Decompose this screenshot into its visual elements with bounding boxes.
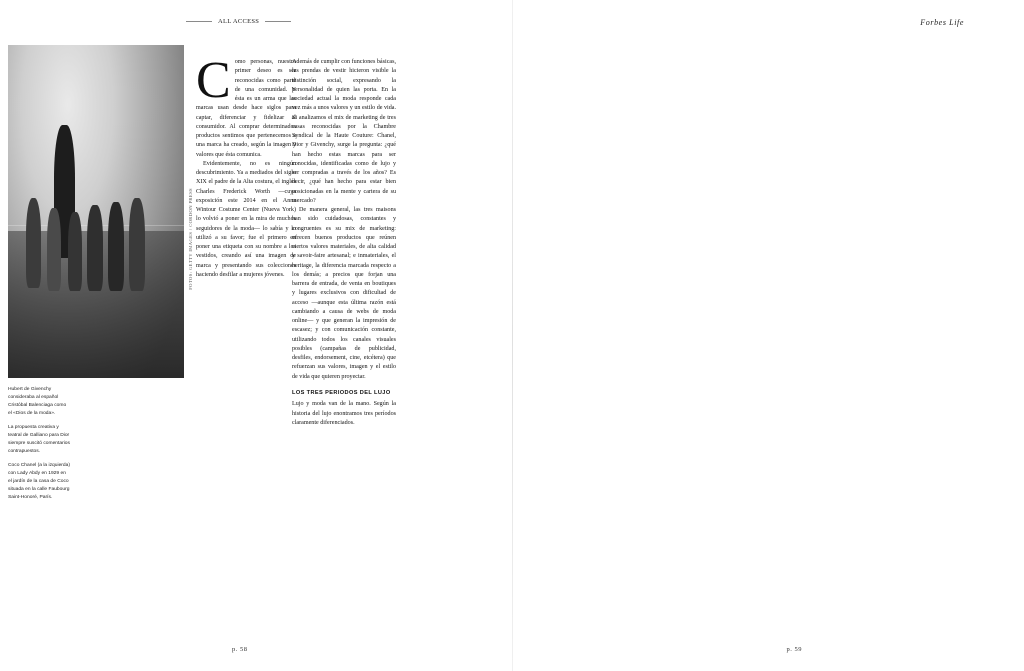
folio-left: p. 58 <box>232 646 248 653</box>
paragraph-l1-text: omo personas, nuestro primer deseo es ser reconocidas como parte de una comunidad. Y ésta es un arma que las marcas usan desde hace siglos para captar, diferenciar y fidelizar al consumidor. Al comprar determinados productos sentimos que pertenecemos a una marca ha creado, según la imagen y valores que ésta comunica. <box>196 59 296 158</box>
figure-model-3 <box>68 212 82 292</box>
photo-credit-left: FOTOS: GETTY IMAGES / CORDON PRESS <box>188 188 193 290</box>
running-head-right-label: Forbes Life <box>920 18 964 27</box>
paragraph-l1 <box>196 52 296 160</box>
caption-chanel: Coco Chanel (a la izquierda) con Lady Abdy en 1929 en el jardín de la casa de Coco situada en la calle Faubourg Saint-Honoré, París. <box>8 463 70 500</box>
running-head-right <box>920 18 964 27</box>
left-column-two <box>292 58 396 428</box>
running-head-left <box>186 18 291 25</box>
figure-model-6 <box>129 198 145 291</box>
page-gutter <box>512 0 513 671</box>
rule-left <box>186 21 212 22</box>
paragraph-l3: Además de cumplir con funciones básicas, las prendas de vestir hicieron visible la distinción social, expresando la personalidad de quien las porta. En la sociedad actual la moda responde cada vez más a unos valores y un estilo de vida. Si analizamos el mix de marketing de tres casas reconocidas por la Chambre Syndical de la Haute Couture: Chanel, Dior y Givenchy, surge la pregunta: ¿qué han hecho estas marcas para ser conocidas, identificadas como de lujo y ser compradas a través de los años? Es decir, ¿qué han hecho para estar bien posicionadas en la mente y cartera de su mercado? <box>292 59 396 204</box>
figure-model-4 <box>87 205 103 292</box>
figure-model-2 <box>47 208 61 291</box>
caption-givenchy: Hubert de Givenchy consideraba al español Cristóbal Balenciaga como el «Dios de la moda». <box>8 387 67 416</box>
right-page <box>512 0 1024 671</box>
left-column-one <box>196 52 296 280</box>
figure-model-5 <box>108 202 124 292</box>
paragraph-l4: De manera general, las tres maisons han sido cuidadosas, constantes y congruentes es su mix de marketing: ofrecen buenos productos que reúnen ciertos valores materiales, de alta calidad y savoir-faire artesanal; e inmateriales, el heritage, la diferencia marcada respecto a los demás; a precios que forjan una barrera de entrada, de venta en boutiques y lugares exclusivos con dificultad de acceso —aunque esta última razón está cambiando a causa de webs de moda online— y que generan la impresión de escasez; y con comunicación constante, utilizando todos los canales visuales posibles (campañas de publicidad, desfiles, endorsement, cine, etcétera) que refuerzan sus valores, imagen y el estilo de vida que quieren proyectar. <box>292 207 396 380</box>
folio-right: p. 59 <box>786 646 802 653</box>
running-head-left-label: ALL ACCESS <box>218 18 260 25</box>
subhead-los-tres-periodos: LOS TRES PERIODOS DEL LUJO <box>292 389 391 396</box>
drop-cap: C <box>196 52 231 109</box>
paragraph-l5: Lujo y moda van de la mano. Según la historia del lujo enontramos tres períodos claramente diferenciados. <box>292 401 396 426</box>
figure-model-1 <box>26 198 42 288</box>
paragraph-l2: Evidentemente, no es ningún descubrimiento. Ya a mediados del siglo XIX el padre de la Alta costura, el inglés Charles Frederick Worth —cuya exposición este 2014 en el Anna Wintour Costume Center (Nueva York) lo volvió a poner en la mira de muchos seguidores de la moda— lo sabía y lo utilizó a su favor; fue el primero en poner una etiqueta con su nombre a los vestidos, creando así una imagen de marca y presentando sus colecciones haciendo desfilar a mujeres jóvenes. <box>196 160 296 278</box>
rule-right <box>265 21 291 22</box>
photo-givenchy-studio <box>8 45 184 378</box>
caption-galliano: La propuesta creativa y teatral de Galliano para Dior siempre suscitó comentarios contrapuestos. <box>8 425 70 454</box>
